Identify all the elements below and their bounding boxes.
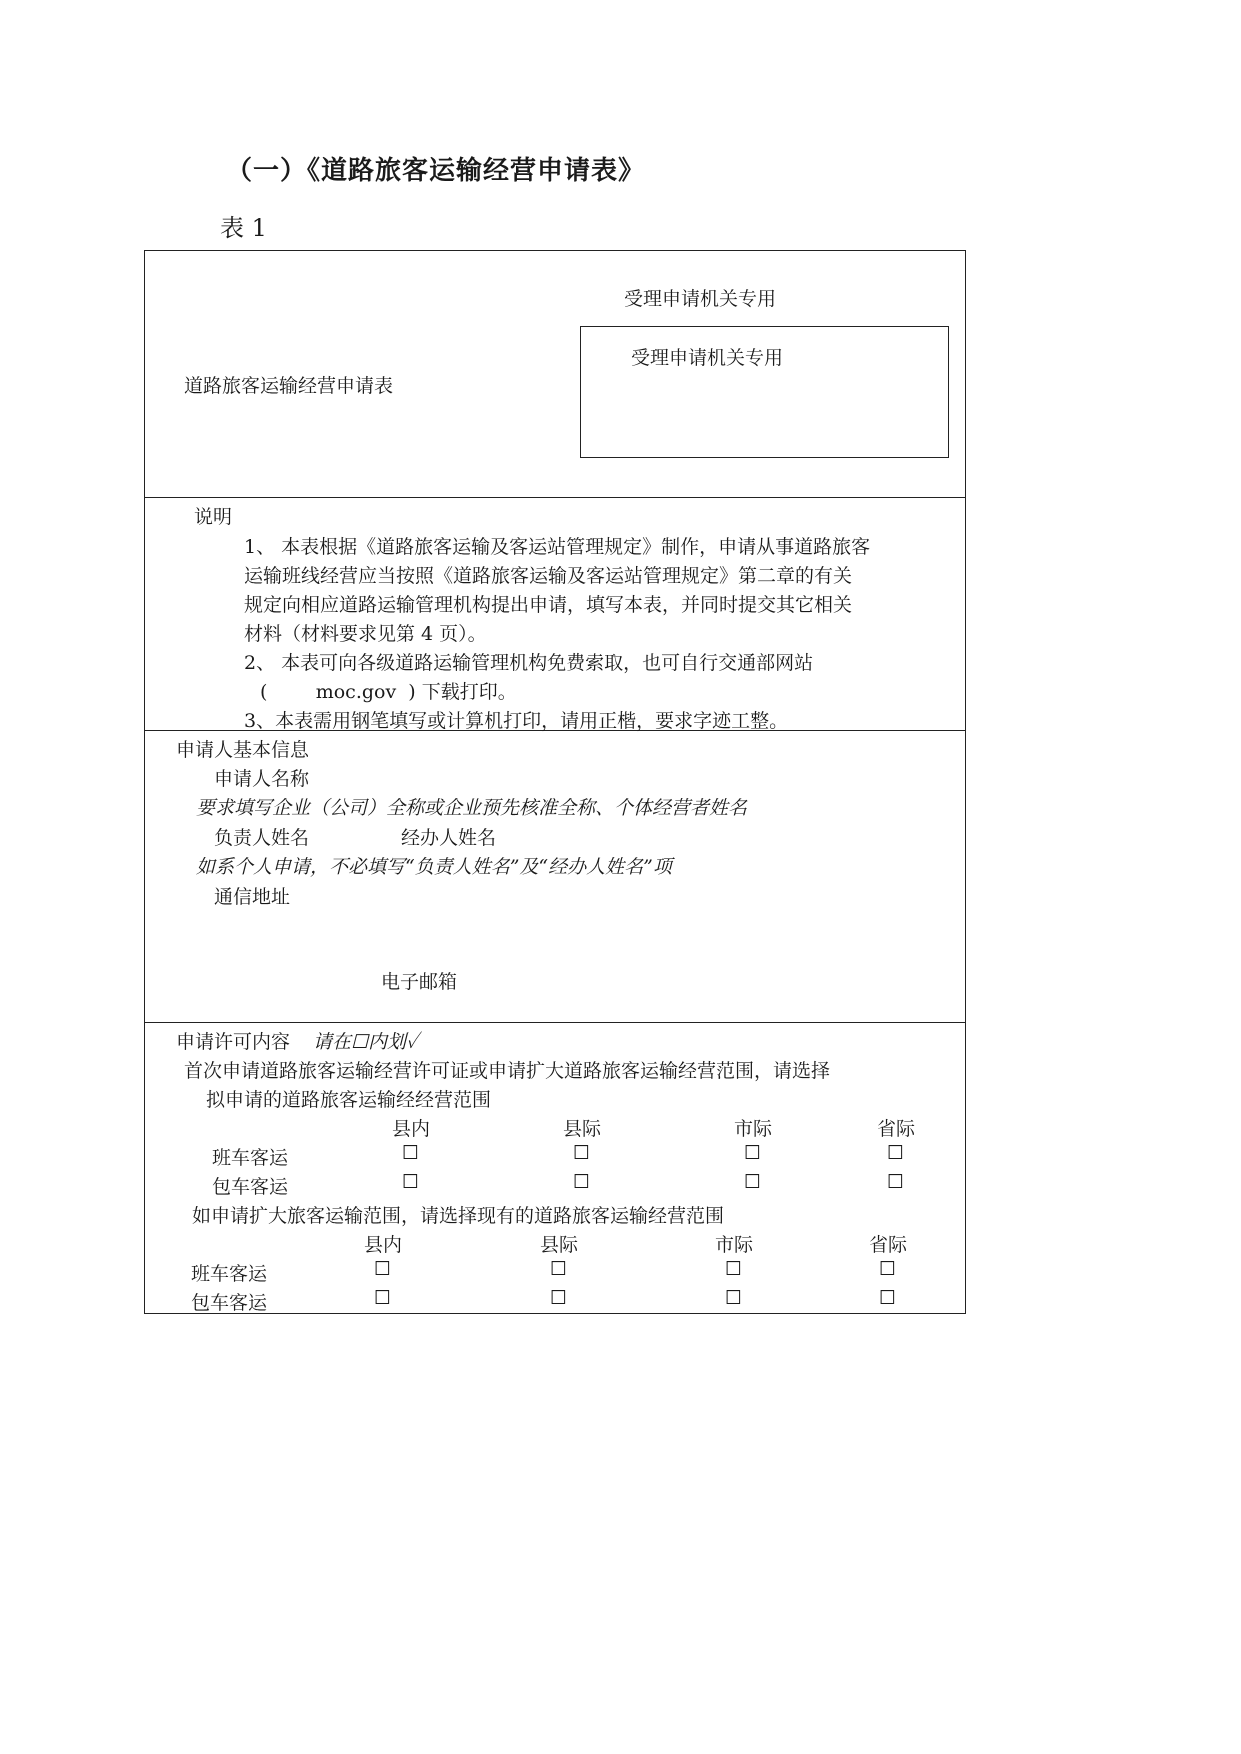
authority-use-label: 受理申请机关专用 (624, 288, 777, 310)
scope-header-intercounty: 县际 (563, 1118, 602, 1140)
permit-title-hint: 请在☐内划✓ (313, 1031, 419, 1053)
checkbox-apply-scheduled-intercity[interactable]: ☐ (744, 1142, 762, 1164)
scope-header-intercounty: 县际 (540, 1234, 579, 1256)
address-label: 通信地址 (214, 886, 291, 908)
checkbox-existing-charter-intercounty[interactable]: ☐ (550, 1287, 568, 1309)
scope-header-interprovincial: 省际 (877, 1118, 916, 1140)
authority-use-inner-label: 受理申请机关专用 (631, 347, 784, 369)
email-label: 电子邮箱 (381, 971, 458, 993)
instruction-line: 规定向相应道路运输管理机构提出申请，填写本表，并同时提交其它相关 (244, 594, 853, 616)
first-apply-instruction-cont: 拟申请的道路旅客运输经经营范围 (206, 1089, 492, 1111)
expand-scope-instruction: 如申请扩大旅客运输范围，请选择现有的道路旅客运输经营范围 (192, 1205, 725, 1227)
instruction-line: 3、本表需用钢笔填写或计算机打印，请用正楷，要求字迹工整。 (244, 710, 789, 732)
checkbox-apply-charter-intercity[interactable]: ☐ (744, 1171, 762, 1193)
instruction-line: 1、 本表根据《道路旅客运输及客运站管理规定》制作，申请从事道路旅客 (244, 536, 871, 558)
checkbox-existing-charter-intercity[interactable]: ☐ (725, 1287, 743, 1309)
checkbox-apply-charter-county[interactable]: ☐ (402, 1171, 420, 1193)
service-label-scheduled: 班车客运 (191, 1263, 268, 1285)
instruction-line: 材料（材料要求见第 4 页）。 (244, 623, 487, 645)
service-label-charter: 包车客运 (212, 1176, 289, 1198)
row-divider-3 (144, 1022, 966, 1023)
service-label-scheduled: 班车客运 (212, 1147, 289, 1169)
permit-section-title: 申请许可内容 (176, 1031, 291, 1053)
applicant-name-label: 申请人名称 (214, 768, 310, 790)
checkbox-apply-charter-interprovincial[interactable]: ☐ (887, 1171, 905, 1193)
applicant-section-title: 申请人基本信息 (176, 739, 310, 761)
service-label-charter: 包车客运 (191, 1292, 268, 1314)
instruction-line: ( moc.gov ) 下载打印。 (260, 681, 517, 703)
checkbox-existing-scheduled-intercity[interactable]: ☐ (725, 1258, 743, 1280)
scope-header-county: 县内 (364, 1234, 403, 1256)
checkbox-apply-scheduled-interprovincial[interactable]: ☐ (887, 1142, 905, 1164)
checkbox-existing-charter-interprovincial[interactable]: ☐ (879, 1287, 897, 1309)
handler-name-label: 经办人姓名 (401, 827, 497, 849)
instructions-title: 说明 (194, 506, 233, 528)
scope-header-interprovincial: 省际 (869, 1234, 908, 1256)
scope-header-intercity: 市际 (715, 1234, 754, 1256)
checkbox-existing-scheduled-intercounty[interactable]: ☐ (550, 1258, 568, 1280)
instruction-line: 运输班线经营应当按照《道路旅客运输及客运站管理规定》第二章的有关 (244, 565, 853, 587)
checkbox-apply-scheduled-county[interactable]: ☐ (402, 1142, 420, 1164)
checkbox-existing-scheduled-interprovincial[interactable]: ☐ (879, 1258, 897, 1280)
scope-header-county: 县内 (392, 1118, 431, 1140)
first-apply-instruction: 首次申请道路旅客运输经营许可证或申请扩大道路旅客运输经营范围，请选择 (184, 1060, 831, 1082)
checkbox-apply-scheduled-intercounty[interactable]: ☐ (573, 1142, 591, 1164)
table-label: 表 1 (220, 214, 267, 242)
page-title: （一）《道路旅客运输经营申请表》 (226, 156, 646, 186)
checkbox-apply-charter-intercounty[interactable]: ☐ (573, 1171, 591, 1193)
checkbox-existing-scheduled-county[interactable]: ☐ (374, 1258, 392, 1280)
instruction-line: 2、 本表可向各级道路运输管理机构免费索取，也可自行交通部网站 (244, 652, 814, 674)
personal-application-hint: 如系个人申请，不必填写“负责人姓名”及“经办人姓名”项 (196, 856, 672, 878)
checkbox-existing-charter-county[interactable]: ☐ (374, 1287, 392, 1309)
form-name: 道路旅客运输经营申请表 (184, 375, 394, 397)
row-divider-1 (144, 497, 966, 498)
scope-header-intercity: 市际 (734, 1118, 773, 1140)
applicant-name-hint: 要求填写企业（公司）全称或企业预先核准全称、个体经营者姓名 (196, 797, 748, 819)
principal-name-label: 负责人姓名 (214, 827, 310, 849)
